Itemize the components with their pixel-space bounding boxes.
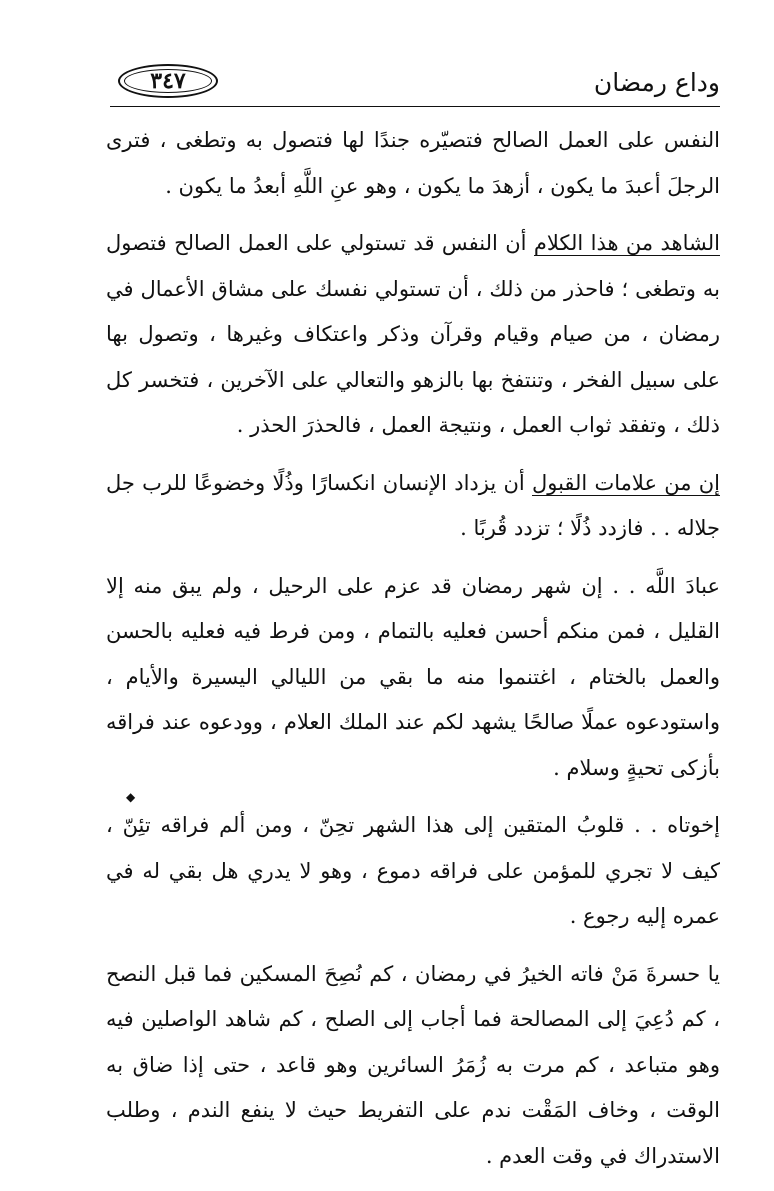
paragraph-5-text: إخوتاه . . قلوبُ المتقين إلى هذا الشهر تحِنّ ، ومن ألم فراقه تئِنّ ، كيف لا تجري للمؤمن على فراقه دموع ، وهو لا يدري هل بقي له في عمره إليه رجوع . [106,813,720,928]
ornament-dot-icon: ◆ [126,790,136,804]
paragraph-3-text: أن يزداد الإنسان انكسارًا وذُلًا وخضوعًا للرب جل جلاله . . فازدد ذُلًا ؛ تزدد قُربًا . [106,470,720,540]
paragraph-4 [106,564,720,792]
page-body [106,118,720,1191]
paragraph-2-text: أن النفس قد تستولي على العمل الصالح فتصول به وتطغى ؛ فاحذر من ذلك ، أن تستولي نفسك على مشاق الأعمال في رمضان ، من صيام وقيام وقرآن وذكر واعتكاف وغيرها ، وتصول بها على سبيل الفخر ، وتنتفخ بها بالزهو والتعالي على الآخرين ، فتخسر كل ذلك ، وتفقد ثواب العمل ، ونتيجة العمل ، فالحذرَ الحذر . [106,231,720,437]
paragraph-5 [106,803,720,940]
paragraph-2 [106,221,720,449]
paragraph-4-text: عبادَ اللَّه . . إن شهر رمضان قد عزم على الرحيل ، ولم يبق منه إلا القليل ، فمن منكم أحسن فعليه بالتمام ، ومن فرط فيه فعليه بالحسن والعمل بالختام ، اغتنموا منه ما بقي من الليالي اليسيرة والأيام ، واستودعوه عملًا صالحًا يشهد لكم عند الملك العلام ، وودعوه عند فراقه بأزكى تحيةٍ وسلام . [106,573,720,780]
paragraph-6 [106,952,720,1180]
page-number: ٣٤٧ [150,68,186,94]
paragraph-3 [106,461,720,552]
running-title: وداع رمضان [593,68,720,97]
page-header [110,58,720,108]
paragraph-2-lead: الشاهد من هذا الكلام [533,231,720,255]
paragraph-1 [106,118,720,209]
page-number-frame [118,64,218,98]
paragraph-1-text: النفس على العمل الصالح فتصيّره جندًا لها فتصول به وتطغى ، فترى الرجلَ أعبدَ ما يكون ، أزهدَ ما يكون ، وهو عنِ اللَّهِ أبعدُ ما يكون . [106,128,720,198]
header-rule [110,106,720,107]
paragraph-6-text: يا حسرةَ مَنْ فاته الخيرُ في رمضان ، كم نُصِحَ المسكين فما قبل النصح ، كم دُعِيَ إلى المصالحة فما أجاب إلى الصلح ، كم شاهد الواصلين فيه وهو متباعد ، كم مرت به زُمَرُ السائرين وهو قاعد ، حتى إذا ضاق به الوقت ، وخاف المَقْت ندم على التفريط حيث لا ينفع الندم ، وطلب الاستدراك في وقت العدم . [106,961,720,1168]
paragraph-3-lead: إن من علامات القبول [531,470,720,495]
